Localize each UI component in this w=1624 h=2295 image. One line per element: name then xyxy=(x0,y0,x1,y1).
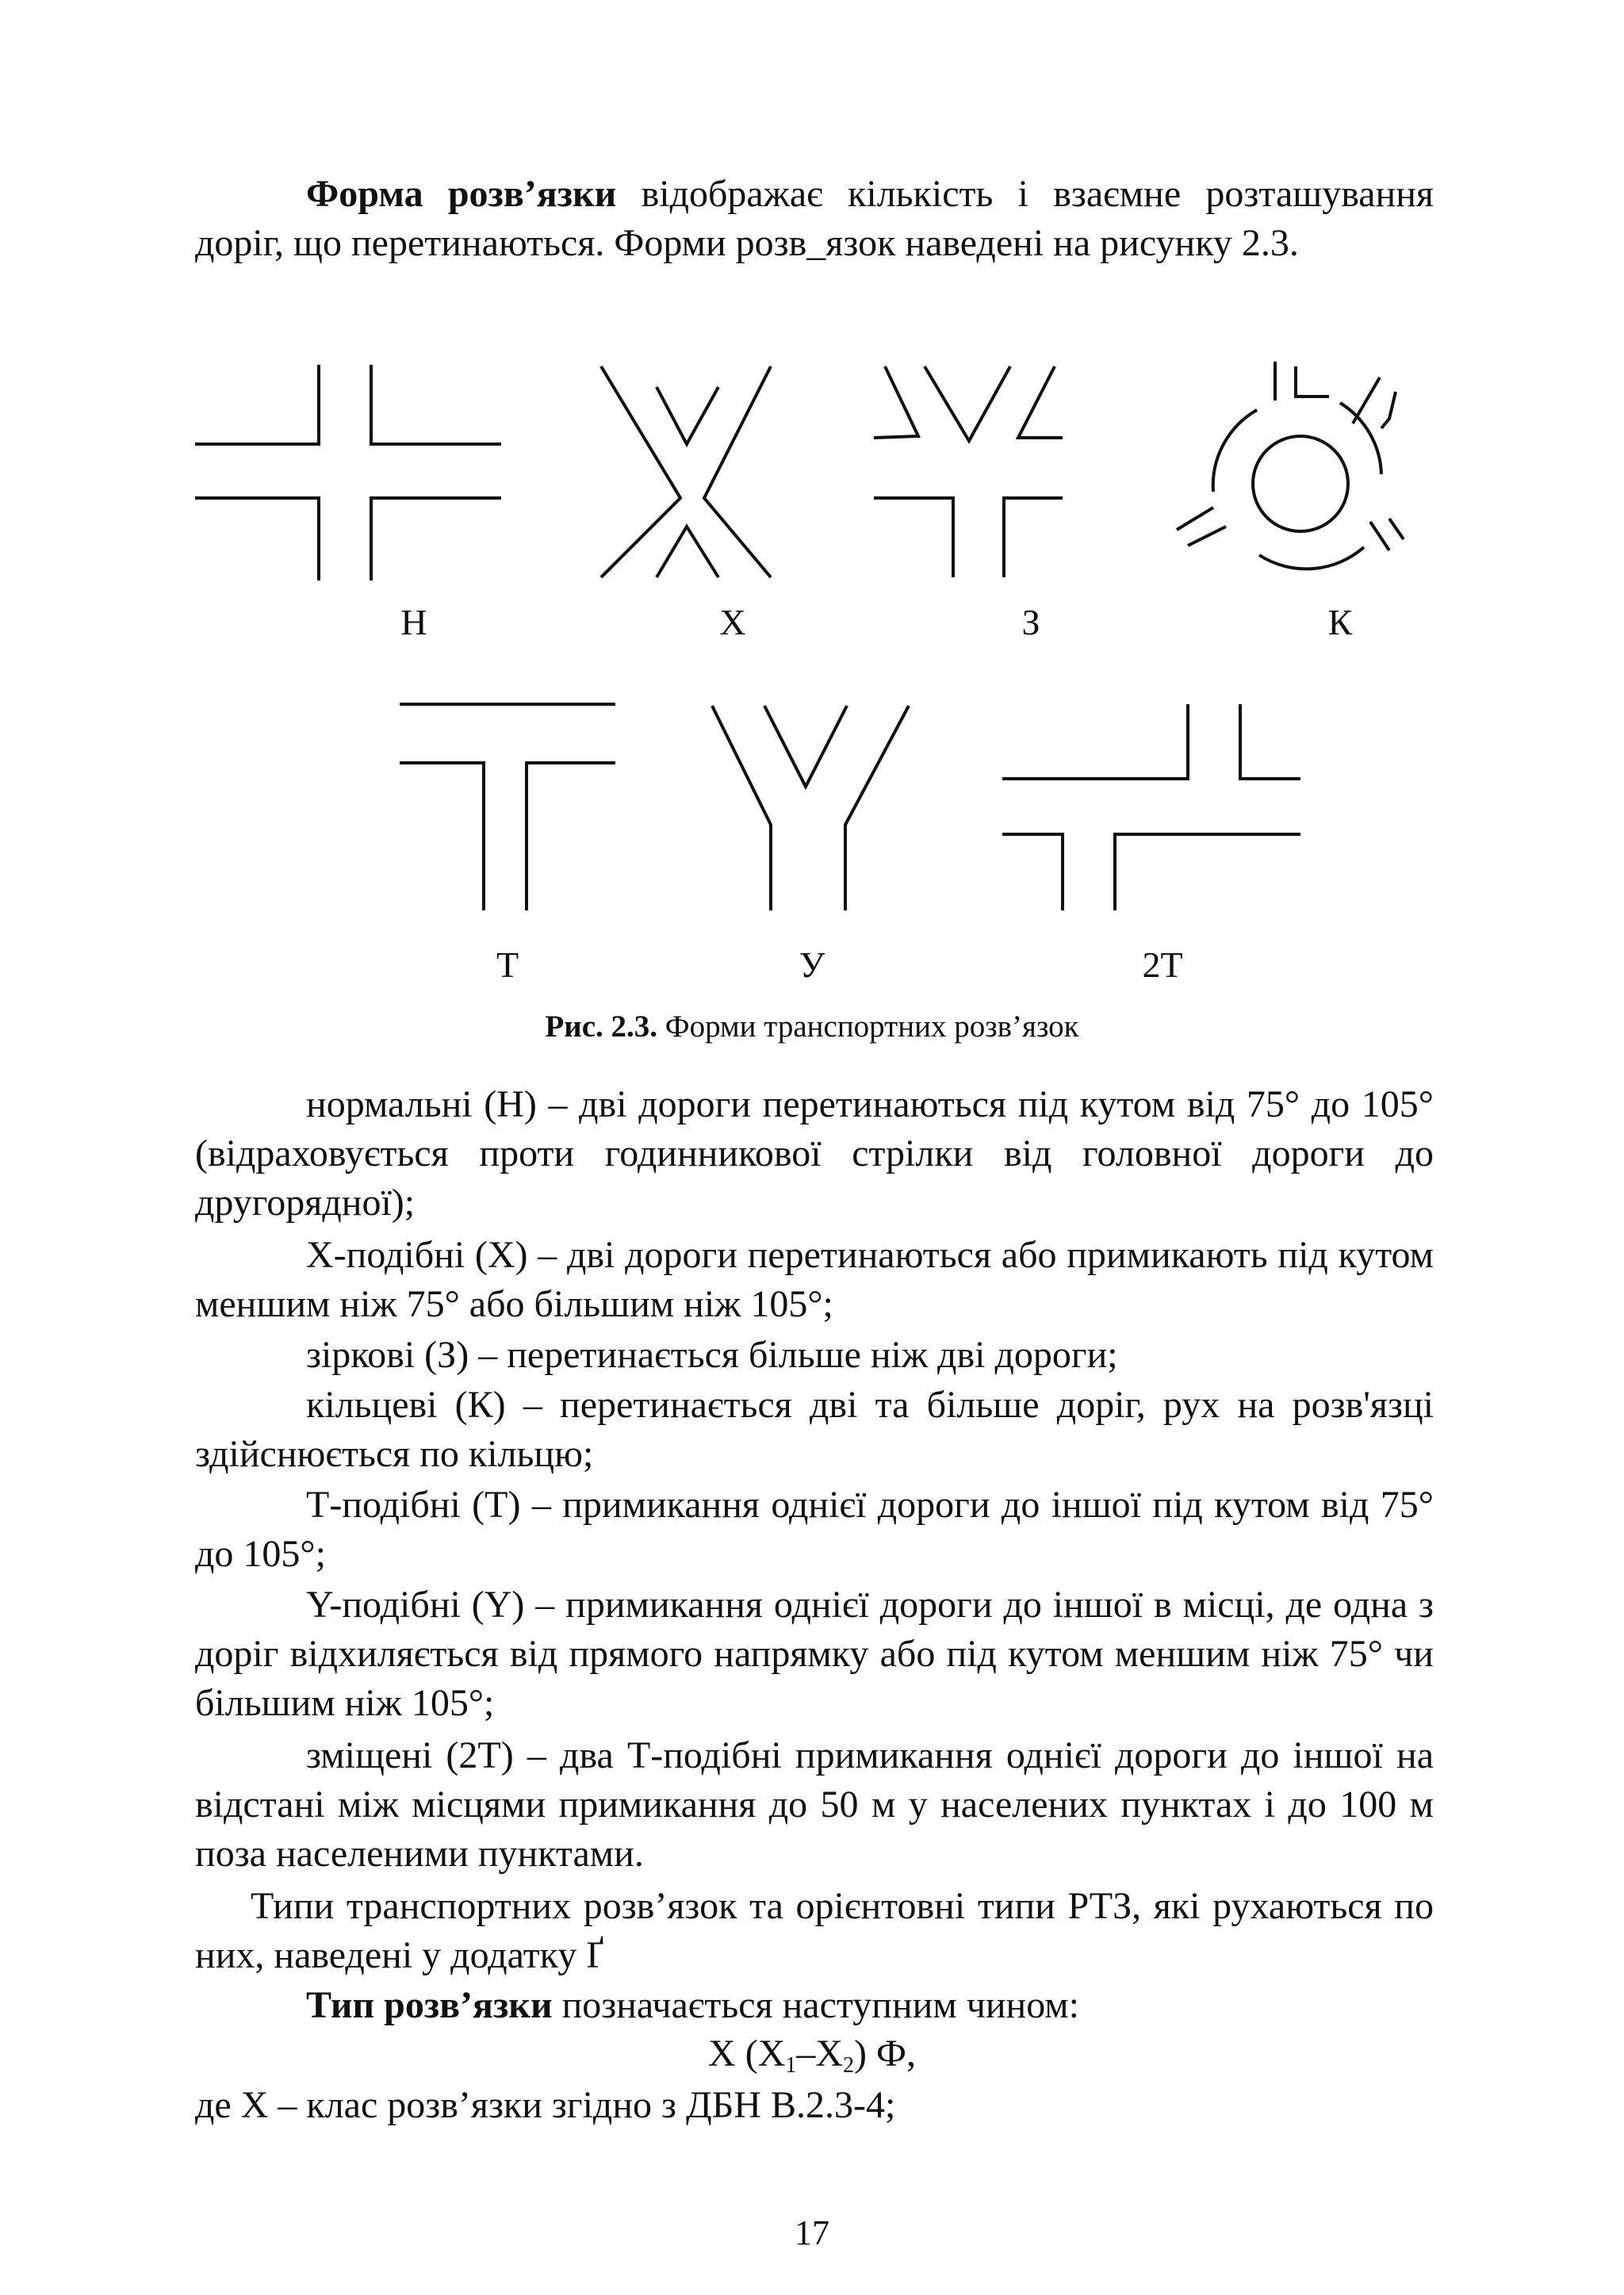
label-star: З xyxy=(1021,602,1040,642)
class-definition: де Х – клас розв’язки згідно з ДБН В.2.3-4; xyxy=(195,2084,896,2126)
junction-shape-roundabout xyxy=(1177,362,1404,569)
definition-star: зіркові (З) – перетинається більше ніж дві дороги; xyxy=(306,1334,1118,1376)
label-y: У xyxy=(799,944,825,985)
junction-shape-h xyxy=(195,365,501,580)
definition-roundabout: кільцеві (К) – перетинається дві та більше доріг, рух на розв'язці здійснюється по кільцю; xyxy=(195,1384,1434,1475)
intro-term: Форма розв’язки xyxy=(306,173,617,215)
junction-shape-star xyxy=(874,366,1063,577)
definition-offset: зміщені (2Т) – два Т-подібні примикання однієї дороги до іншої на відстані між місцями примикання до 50 м у населених пунктах і до 100 м поза населеними пунктами. xyxy=(195,1734,1434,1875)
types-note: Типи транспортних розв’язок та орієнтовні типи РТЗ, які рухаються по них, наведені у додатку Ґ xyxy=(195,1885,1434,1976)
label-t: Т xyxy=(496,944,519,985)
type-text: позначається наступним чином: xyxy=(552,1984,1079,2026)
figure-caption xyxy=(0,1009,1624,1044)
label-h: Н xyxy=(400,602,427,642)
type-definition xyxy=(195,1981,1434,2030)
junction-shape-2t xyxy=(1002,704,1300,910)
caption-text: Форми транспортних розв’язок xyxy=(657,1010,1079,1044)
type-term: Тип розв’язки xyxy=(306,1984,553,2026)
definition-t: Т-подібні (Т) – примикання однієї дороги до іншої під кутом від 75° до 105°; xyxy=(195,1484,1434,1575)
label-2t: 2Т xyxy=(1142,944,1183,985)
junction-figure xyxy=(0,0,1624,999)
junction-shape-t xyxy=(400,704,615,910)
type-formula: Х $(Х_1-Х_2)$ Ф, xyxy=(708,2033,916,2078)
junction-shape-y xyxy=(712,706,909,910)
definition-x: Х-подібні (Х) – дві дороги перетинаються або примикають під кутом меншим ніж 75° або більшим ніж 105°; xyxy=(195,1234,1434,1325)
definition-y: Y-подібні (Y) – примикання однієї дороги до іншої в місці, де одна з доріг відхиляється від прямого напрямку або під кутом меншим ніж 75° чи більшим ніж 105°; xyxy=(195,1584,1434,1724)
page-number: 17 xyxy=(795,2213,829,2252)
intro-text: відображає кількість і взаємне розташування доріг, що перетинаються. Форми розв_язок наведені на рисунку 2.3. xyxy=(195,173,1434,264)
label-roundabout: К xyxy=(1327,602,1353,642)
label-x: Х xyxy=(719,602,746,642)
caption-label: Рис. 2.3. xyxy=(545,1010,658,1044)
junction-shape-x xyxy=(601,366,771,577)
definition-normal: нормальні (Н) – дві дороги перетинаються під кутом від 75° до 105° (відраховується проти годинникової стрілки від головної дороги до другорядної); xyxy=(195,1083,1434,1224)
